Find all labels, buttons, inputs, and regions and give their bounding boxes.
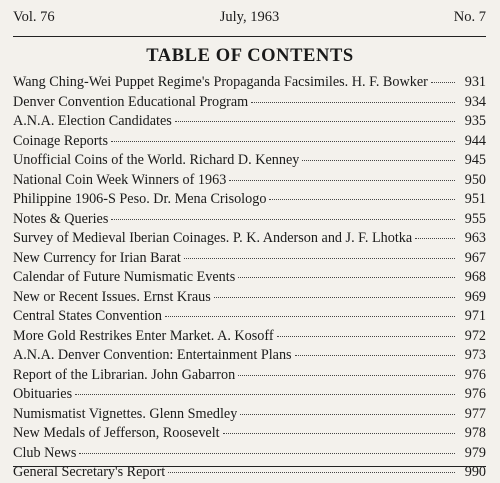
dot-leader [165, 315, 455, 317]
toc-entry[interactable] [13, 366, 486, 386]
dot-leader [79, 452, 455, 454]
dot-leader [75, 393, 455, 395]
toc-entry[interactable] [13, 151, 486, 171]
toc-entry-page: 979 [464, 444, 486, 461]
toc-entry[interactable] [13, 288, 486, 308]
table-of-contents [13, 73, 486, 483]
toc-entry-page: 973 [464, 347, 486, 363]
toc-entry-page: 972 [464, 327, 486, 344]
dot-leader [223, 432, 455, 434]
toc-entry-page: 955 [464, 210, 486, 227]
toc-entry-title: Central States Convention [13, 308, 162, 324]
toc-entry-page: 931 [464, 74, 486, 90]
toc-entry-page: 976 [464, 366, 486, 383]
toc-entry[interactable] [13, 93, 486, 113]
dot-leader [251, 101, 455, 103]
dot-leader [302, 159, 455, 161]
toc-entry[interactable] [13, 346, 486, 366]
dot-leader [111, 140, 455, 142]
dot-leader [295, 354, 455, 356]
toc-entry[interactable] [13, 190, 486, 210]
toc-entry-title: Denver Convention Educational Program [13, 93, 249, 110]
toc-entry-page: 950 [464, 171, 486, 188]
toc-entry-page: 945 [464, 152, 486, 168]
toc-entry-title: National Coin Week Winners of 1963 [13, 171, 227, 188]
toc-entry[interactable] [13, 268, 486, 288]
toc-entry[interactable] [13, 385, 486, 405]
top-divider [13, 36, 486, 37]
toc-entry-title: Philippine 1906-S Peso. Dr. Mena Crisologo [13, 191, 267, 207]
toc-entry-page: 934 [464, 93, 486, 110]
toc-entry-page: 963 [464, 230, 486, 246]
dot-leader [229, 179, 455, 181]
dot-leader [175, 120, 455, 122]
toc-entry-page: 935 [464, 113, 486, 129]
toc-entry[interactable] [13, 112, 486, 132]
toc-entry[interactable] [13, 424, 486, 444]
toc-entry[interactable] [13, 73, 486, 93]
toc-entry-page: 967 [464, 249, 486, 266]
toc-entry-title: Coinage Reports [13, 132, 108, 149]
toc-entry[interactable] [13, 444, 486, 464]
toc-entry-page: 971 [464, 308, 486, 324]
dot-leader [431, 81, 455, 83]
toc-entry-page: 944 [464, 132, 486, 149]
dot-leader [269, 198, 455, 200]
dot-leader [238, 276, 455, 278]
dot-leader [238, 374, 455, 376]
toc-entry-title: More Gold Restrikes Enter Market. A. Kosoff [13, 327, 274, 344]
toc-entry-title: Unofficial Coins of the World. Richard D. Kenney [13, 152, 300, 168]
bottom-divider [13, 466, 486, 467]
toc-entry-title: A.N.A. Election Candidates [13, 113, 172, 129]
toc-entry[interactable] [13, 307, 486, 327]
dot-leader [168, 471, 455, 473]
toc-entry-title: Club News [13, 444, 77, 461]
toc-entry[interactable] [13, 210, 486, 230]
toc-entry-title: New Currency for Irian Barat [13, 249, 181, 266]
toc-entry-page: 969 [464, 288, 486, 305]
page-header [13, 9, 486, 31]
toc-entry-page: 977 [464, 405, 486, 422]
toc-entry-title: Numismatist Vignettes. Glenn Smedley [13, 405, 238, 422]
issue-date: July, 1963 [219, 9, 280, 25]
toc-entry[interactable] [13, 132, 486, 152]
dot-leader [240, 413, 455, 415]
toc-entry-title: Calendar of Future Numismatic Events [13, 269, 236, 285]
toc-entry-page: 978 [464, 425, 486, 441]
toc-entry-title: Report of the Librarian. John Gabarron [13, 366, 236, 383]
toc-entry[interactable] [13, 171, 486, 191]
toc-entry-page: 968 [464, 269, 486, 285]
toc-entry-title: A.N.A. Denver Convention: Entertainment Plans [13, 347, 292, 363]
toc-entry-page: 976 [464, 386, 486, 402]
toc-entry[interactable] [13, 249, 486, 269]
toc-entry[interactable] [13, 405, 486, 425]
volume-label: Vol. 76 [13, 9, 55, 25]
dot-leader [184, 257, 455, 259]
toc-entry-page: 990 [464, 464, 486, 480]
toc-entry-title: New Medals of Jefferson, Roosevelt [13, 425, 220, 441]
toc-entry-title: Obituaries [13, 386, 73, 402]
toc-entry-title: Survey of Medieval Iberian Coinages. P. K. Anderson and J. F. Lhotka [13, 230, 413, 246]
dot-leader [111, 218, 455, 220]
dot-leader [277, 335, 455, 337]
toc-entry[interactable] [13, 229, 486, 249]
toc-entry[interactable] [13, 327, 486, 347]
toc-entry-title: General Secretary's Report [13, 464, 166, 480]
issue-number: No. 7 [453, 9, 486, 25]
toc-entry-title: Wang Ching-Wei Puppet Regime's Propaganda Facsimiles. H. F. Bowker [13, 74, 428, 90]
dot-leader [214, 296, 455, 298]
toc-entry-title: New or Recent Issues. Ernst Kraus [13, 288, 211, 305]
dot-leader [415, 237, 455, 239]
page-title: TABLE OF CONTENTS [146, 46, 354, 66]
toc-entry-page: 951 [464, 191, 486, 207]
toc-entry-title: Notes & Queries [13, 210, 109, 227]
